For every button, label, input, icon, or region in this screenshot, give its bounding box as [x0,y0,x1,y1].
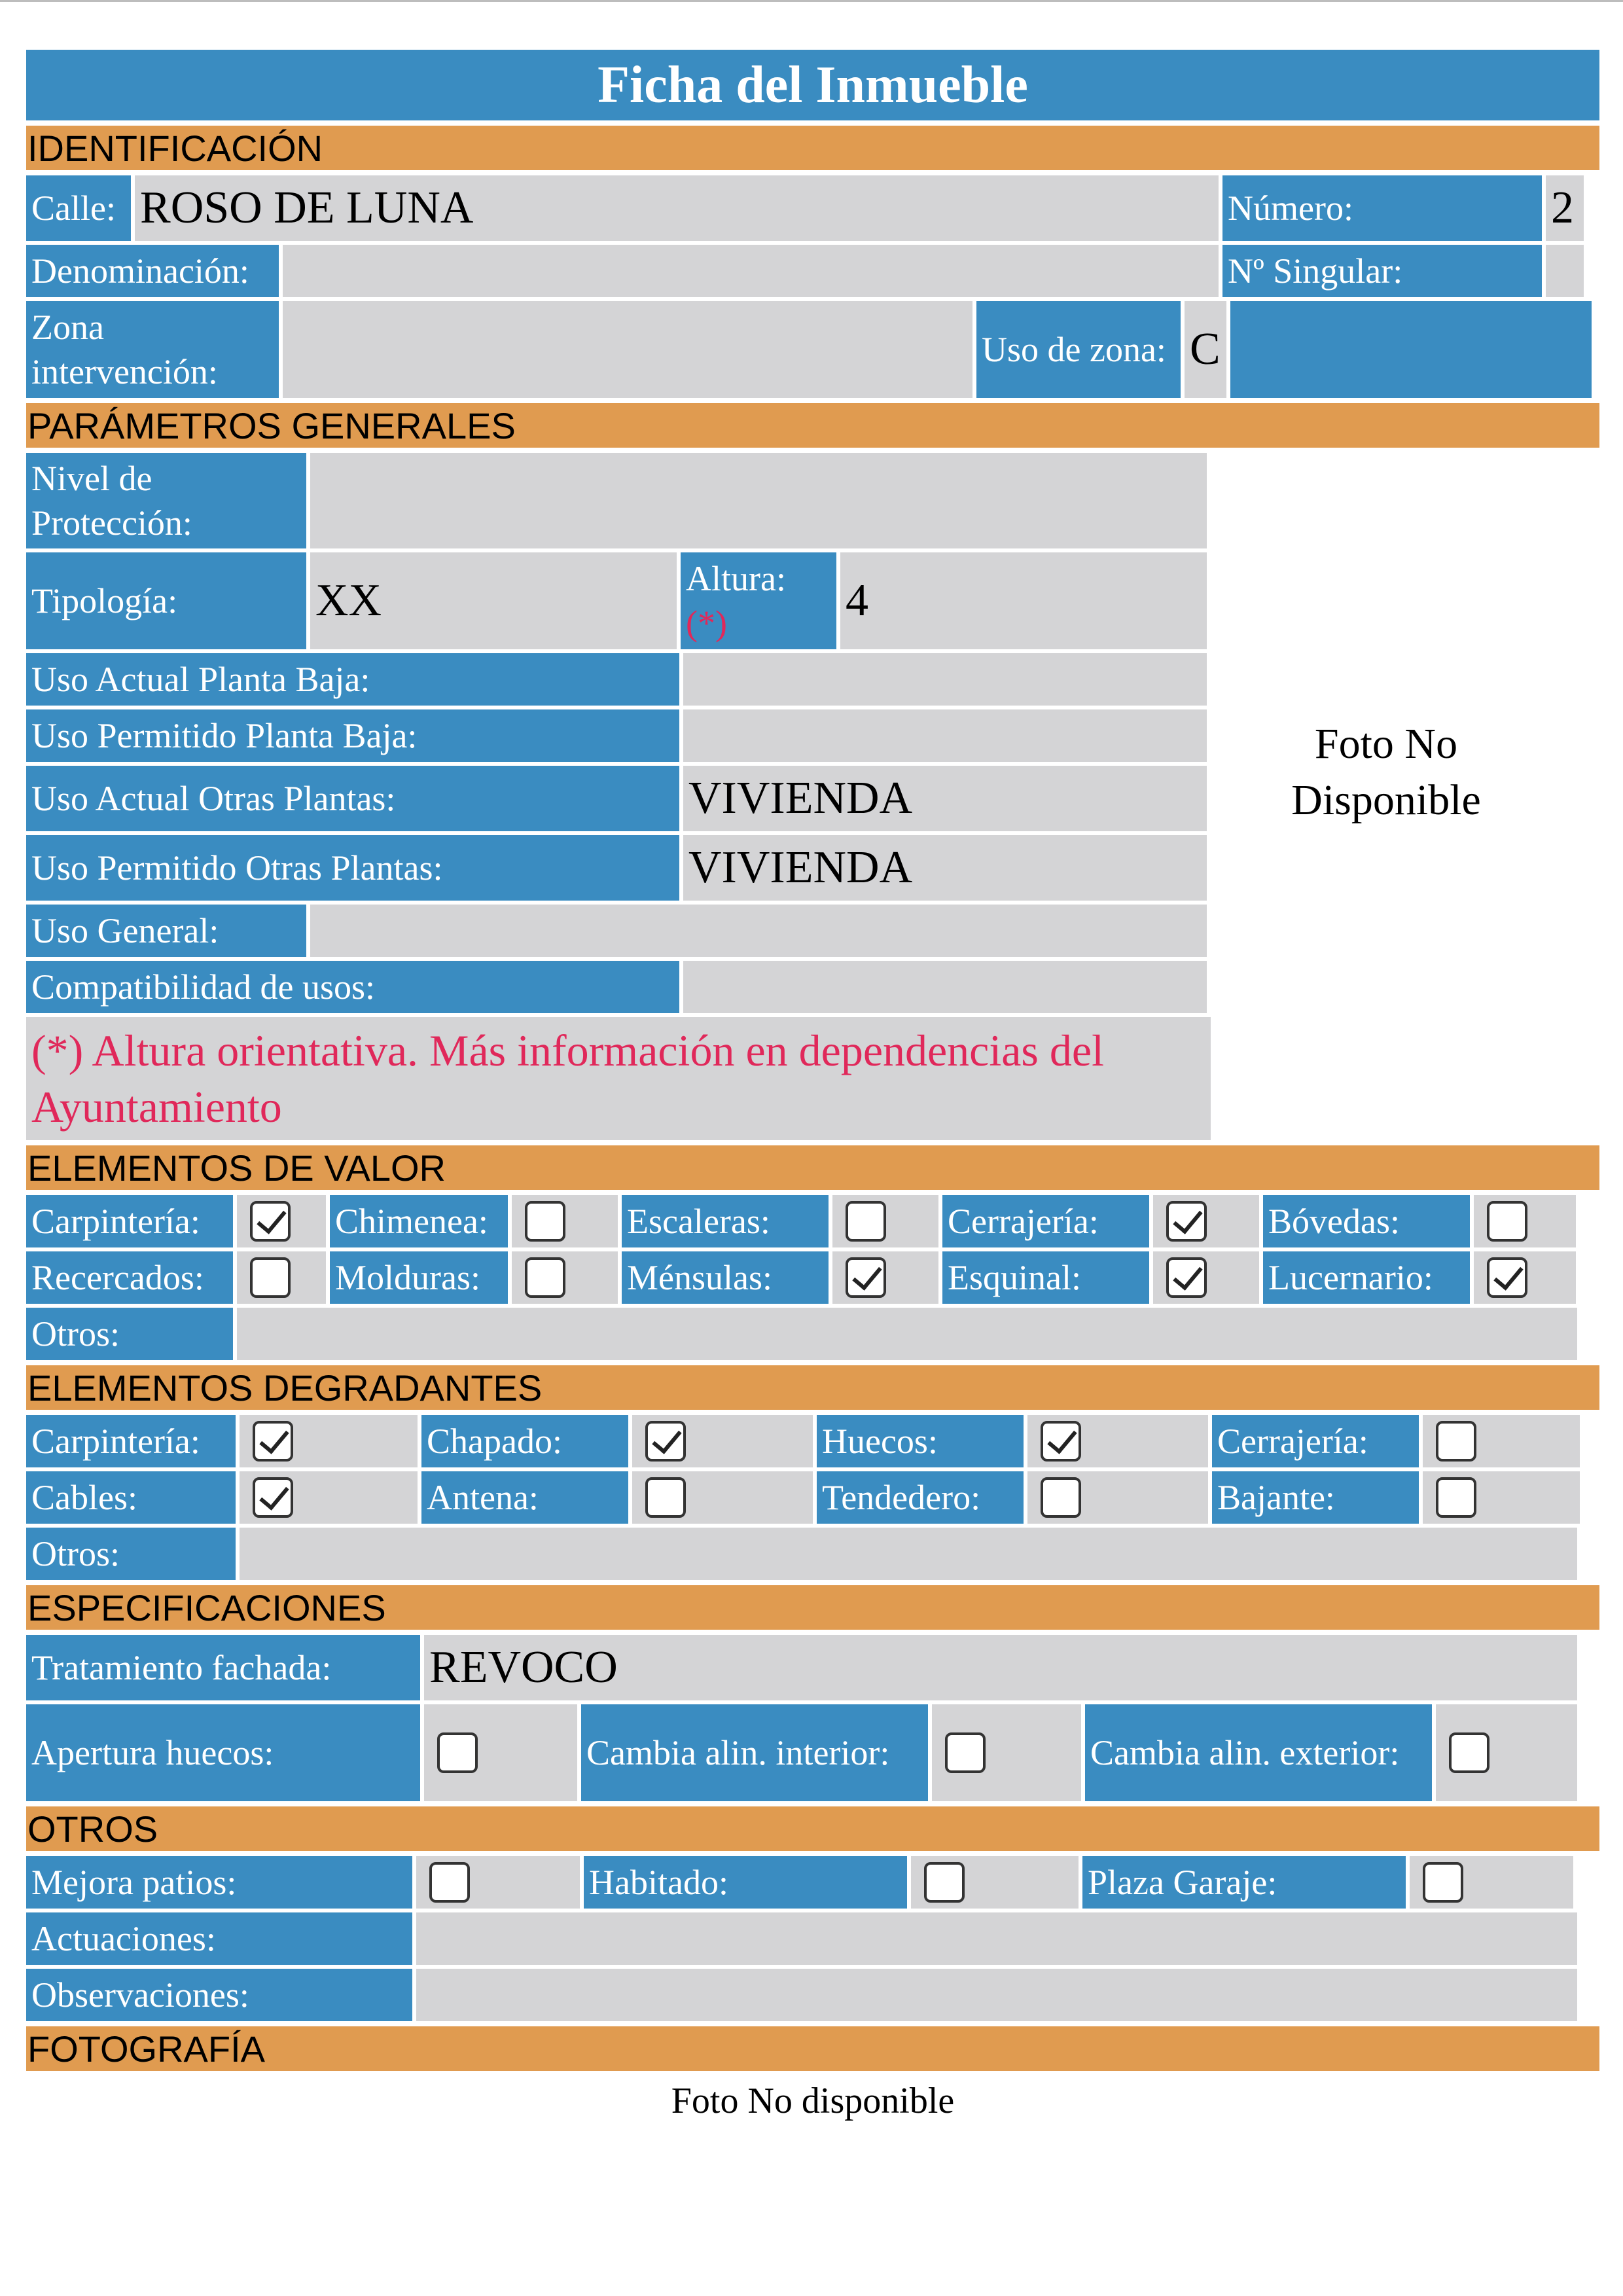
uso-general-label: Uso General: [26,905,306,957]
checkbox[interactable] [250,1257,291,1298]
checkbox[interactable] [1449,1732,1489,1773]
row-actuaciones [26,1912,1599,1965]
section-especificaciones: ESPECIFICACIONES [26,1585,1599,1630]
photo-placeholder [1199,425,1573,1119]
uso-permitido-pb-value [683,709,1207,762]
checkbox[interactable] [1423,1862,1463,1903]
habitado-label: Habitado: [584,1856,907,1909]
tratamiento-value: REVOCO [424,1635,1577,1700]
row-calle [26,175,1599,241]
degradante-check-cell [1423,1471,1580,1524]
section-degradantes: ELEMENTOS DEGRADANTES [26,1365,1599,1410]
uso-actual-pb-value [683,653,1207,706]
photo-unavailable-text: Foto No disponible [671,2081,955,2121]
actuaciones-value [416,1912,1577,1965]
section-valor: ELEMENTOS DE VALOR [26,1145,1599,1190]
alin-interior-check-cell [932,1704,1081,1801]
degradantes-row-1 [26,1415,1599,1467]
page-title: Ficha del Inmueble [26,50,1599,120]
denominacion-value [283,245,1219,297]
valor-check-cell [1474,1251,1576,1304]
uso-permitido-op-value: VIVIENDA [683,835,1207,901]
checkbox[interactable] [1166,1257,1207,1298]
section-fotografia: FOTOGRAFÍA [26,2026,1599,2071]
degradante-check-cell [1027,1471,1208,1524]
degradante-label: Huecos: [817,1415,1024,1467]
numero-value: 2 [1546,175,1584,241]
row-observaciones [26,1969,1599,2021]
actuaciones-label: Actuaciones: [26,1912,412,1965]
valor-label: Molduras: [330,1251,508,1304]
checkbox[interactable] [846,1201,886,1242]
valor-label: Recercados: [26,1251,233,1304]
patios-check-cell [416,1856,580,1909]
checkbox[interactable] [437,1732,478,1773]
valor-check-cell [1153,1251,1259,1304]
degradante-check-cell [1027,1415,1208,1467]
calle-label: Calle: [26,175,131,241]
degradante-label: Bajante: [1212,1471,1419,1524]
degradante-check-cell [632,1415,813,1467]
checkbox[interactable] [1487,1201,1527,1242]
uso-permitido-pb-label: Uso Permitido Planta Baja: [26,709,679,762]
zona-value [283,301,972,398]
photo-placeholder-text: Foto No Disponible [1291,720,1481,824]
checkbox[interactable] [645,1421,686,1462]
degradantes-row-otros [26,1528,1599,1580]
degradante-check-cell [240,1415,418,1467]
degradante-label: Tendedero: [817,1471,1024,1524]
degradantes-row-2 [26,1471,1599,1524]
degradantes-otros-label: Otros: [26,1528,236,1580]
checkbox[interactable] [525,1257,565,1298]
checkbox[interactable] [253,1421,293,1462]
valor-label: Esquinal: [942,1251,1149,1304]
valor-check-cell [832,1195,938,1247]
checkbox[interactable] [945,1732,986,1773]
alin-exterior-label: Cambia alin. exterior: [1085,1704,1432,1801]
valor-label: Carpintería: [26,1195,233,1247]
zona-label: Zona intervención: [26,301,279,398]
valor-row-1 [26,1195,1599,1247]
valor-label: Chimenea: [330,1195,508,1247]
checkbox[interactable] [1041,1421,1081,1462]
altura-label: Altura: [686,559,786,598]
degradante-label: Antena: [421,1471,628,1524]
valor-otros-value [237,1308,1577,1360]
uso-zona-extra [1230,301,1592,398]
valor-check-cell [237,1251,326,1304]
row-mejora [26,1856,1599,1909]
valor-label: Ménsulas: [622,1251,829,1304]
denominacion-label: Denominación: [26,245,279,297]
tipologia-value: XX [310,552,677,649]
alin-interior-label: Cambia alin. interior: [581,1704,928,1801]
altura-note: (*) Altura orientativa. Más información en dependencias del Ayuntamiento [26,1017,1211,1140]
checkbox[interactable] [1487,1257,1527,1298]
row-tratamiento [26,1635,1599,1700]
uso-permitido-op-label: Uso Permitido Otras Plantas: [26,835,679,901]
checkbox[interactable] [250,1201,291,1242]
nivel-value [310,453,1207,548]
uso-zona-label: Uso de zona: [976,301,1181,398]
alin-exterior-check-cell [1436,1704,1577,1801]
row-denominacion [26,245,1599,297]
valor-row-otros [26,1308,1599,1360]
singular-label: Nº Singular: [1222,245,1542,297]
valor-check-cell [832,1251,938,1304]
degradante-check-cell [632,1471,813,1524]
valor-label: Bóvedas: [1263,1195,1470,1247]
valor-label: Cerrajería: [942,1195,1149,1247]
altura-label-cell [681,552,836,649]
degradante-label: Cerrajería: [1212,1415,1419,1467]
degradantes-otros-value [240,1528,1577,1580]
degradante-label: Carpintería: [26,1415,236,1467]
degradante-check-cell [1423,1415,1580,1467]
tipologia-label: Tipología: [26,552,306,649]
top-border [0,0,1623,2]
valor-otros-label: Otros: [26,1308,233,1360]
singular-value [1546,245,1584,297]
valor-label: Lucernario: [1263,1251,1470,1304]
valor-check-cell [237,1195,326,1247]
compatibilidad-label: Compatibilidad de usos: [26,961,679,1013]
valor-check-cell [512,1195,618,1247]
uso-zona-value: C [1185,301,1226,398]
uso-actual-op-label: Uso Actual Otras Plantas: [26,766,679,831]
section-identificacion: IDENTIFICACIÓN [26,126,1599,170]
altura-mark: (*) [686,603,727,643]
checkbox[interactable] [429,1862,470,1903]
garaje-check-cell [1410,1856,1573,1909]
section-parametros: PARÁMETROS GENERALES [26,403,1599,448]
apertura-label: Apertura huecos: [26,1704,420,1801]
checkbox[interactable] [846,1257,886,1298]
calle-value: ROSO DE LUNA [135,175,1219,241]
garaje-label: Plaza Garaje: [1082,1856,1406,1909]
valor-check-cell [1153,1195,1259,1247]
checkbox[interactable] [924,1862,965,1903]
uso-actual-pb-label: Uso Actual Planta Baja: [26,653,679,706]
degradante-label: Cables: [26,1471,236,1524]
valor-label: Escaleras: [622,1195,829,1247]
uso-general-value [310,905,1207,957]
observaciones-value [416,1969,1577,2021]
section-otros: OTROS [26,1806,1599,1851]
compatibilidad-value [683,961,1207,1013]
checkbox[interactable] [1436,1477,1476,1518]
apertura-check-cell [424,1704,577,1801]
habitado-check-cell [911,1856,1079,1909]
checkbox[interactable] [645,1477,686,1518]
checkbox[interactable] [525,1201,565,1242]
patios-label: Mejora patios: [26,1856,412,1909]
checkbox[interactable] [1166,1201,1207,1242]
checkbox[interactable] [253,1477,293,1518]
checkbox[interactable] [1041,1477,1081,1518]
uso-actual-op-value: VIVIENDA [683,766,1207,831]
nivel-label: Nivel de Protección: [26,453,306,548]
valor-row-2 [26,1251,1599,1304]
row-zona [26,301,1599,398]
degradante-label: Chapado: [421,1415,628,1467]
checkbox[interactable] [1436,1421,1476,1462]
altura-value: 4 [840,552,1207,649]
tratamiento-label: Tratamiento fachada: [26,1635,420,1700]
degradante-check-cell [240,1471,418,1524]
valor-check-cell [512,1251,618,1304]
observaciones-label: Observaciones: [26,1969,412,2021]
numero-label: Número: [1222,175,1542,241]
row-apertura [26,1704,1599,1801]
valor-check-cell [1474,1195,1576,1247]
